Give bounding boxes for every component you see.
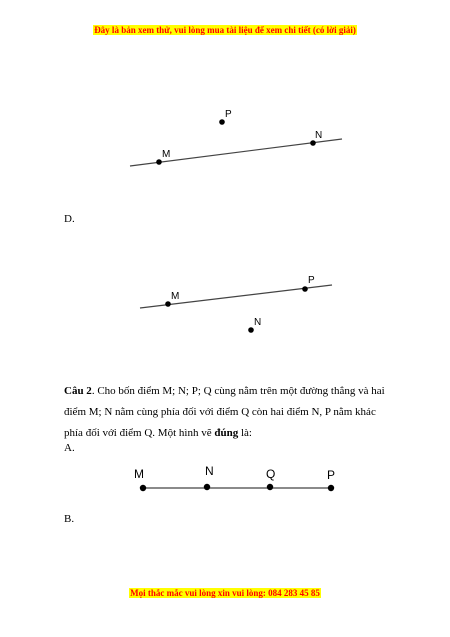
figure-3-label-m: M <box>134 467 144 481</box>
figure-3-point-n <box>204 484 210 490</box>
figure-3-label-q: Q <box>266 467 276 481</box>
question-2-text-1: . Cho bốn điểm M; N; P; Q cùng nằm trên một đường thẳng và hai điểm M; N nằm cùng phía đối với điểm Q còn hai điểm N, P nằm khác phía đối với điểm Q. Một hình vẽ <box>64 385 385 439</box>
figure-1-label-n: N <box>315 130 323 141</box>
footer-banner-text: Mọi thắc mắc vui lòng xin vui lòng: 084 283 45 85 <box>130 588 320 598</box>
question-2-bold-word: đúng <box>214 427 239 439</box>
figure-3-point-q <box>267 484 273 490</box>
figure-2-label-n: N <box>254 317 262 328</box>
option-b-label: B. <box>64 513 75 525</box>
figure-2-label-p: P <box>308 275 315 286</box>
figure-3-label-p: P <box>327 468 336 482</box>
question-2-number: Câu 2 <box>64 385 92 397</box>
figure-1-label-m: M <box>162 149 171 160</box>
figure-3-label-n: N <box>205 464 214 478</box>
header-banner-text: Đây là bản xem thử, vui lòng mua tài liệu để xem chi tiết (có lời giải) <box>94 25 356 35</box>
option-a-label: A. <box>64 442 75 454</box>
figure-3-point-p <box>328 485 334 491</box>
figure-1-label-p: P <box>225 109 232 120</box>
figure-2-label-m: M <box>171 291 180 302</box>
question-2-text-2: là: <box>238 427 252 439</box>
figure-3-point-m <box>140 485 146 491</box>
footer-banner <box>0 588 450 598</box>
option-d-label: D. <box>64 213 75 225</box>
